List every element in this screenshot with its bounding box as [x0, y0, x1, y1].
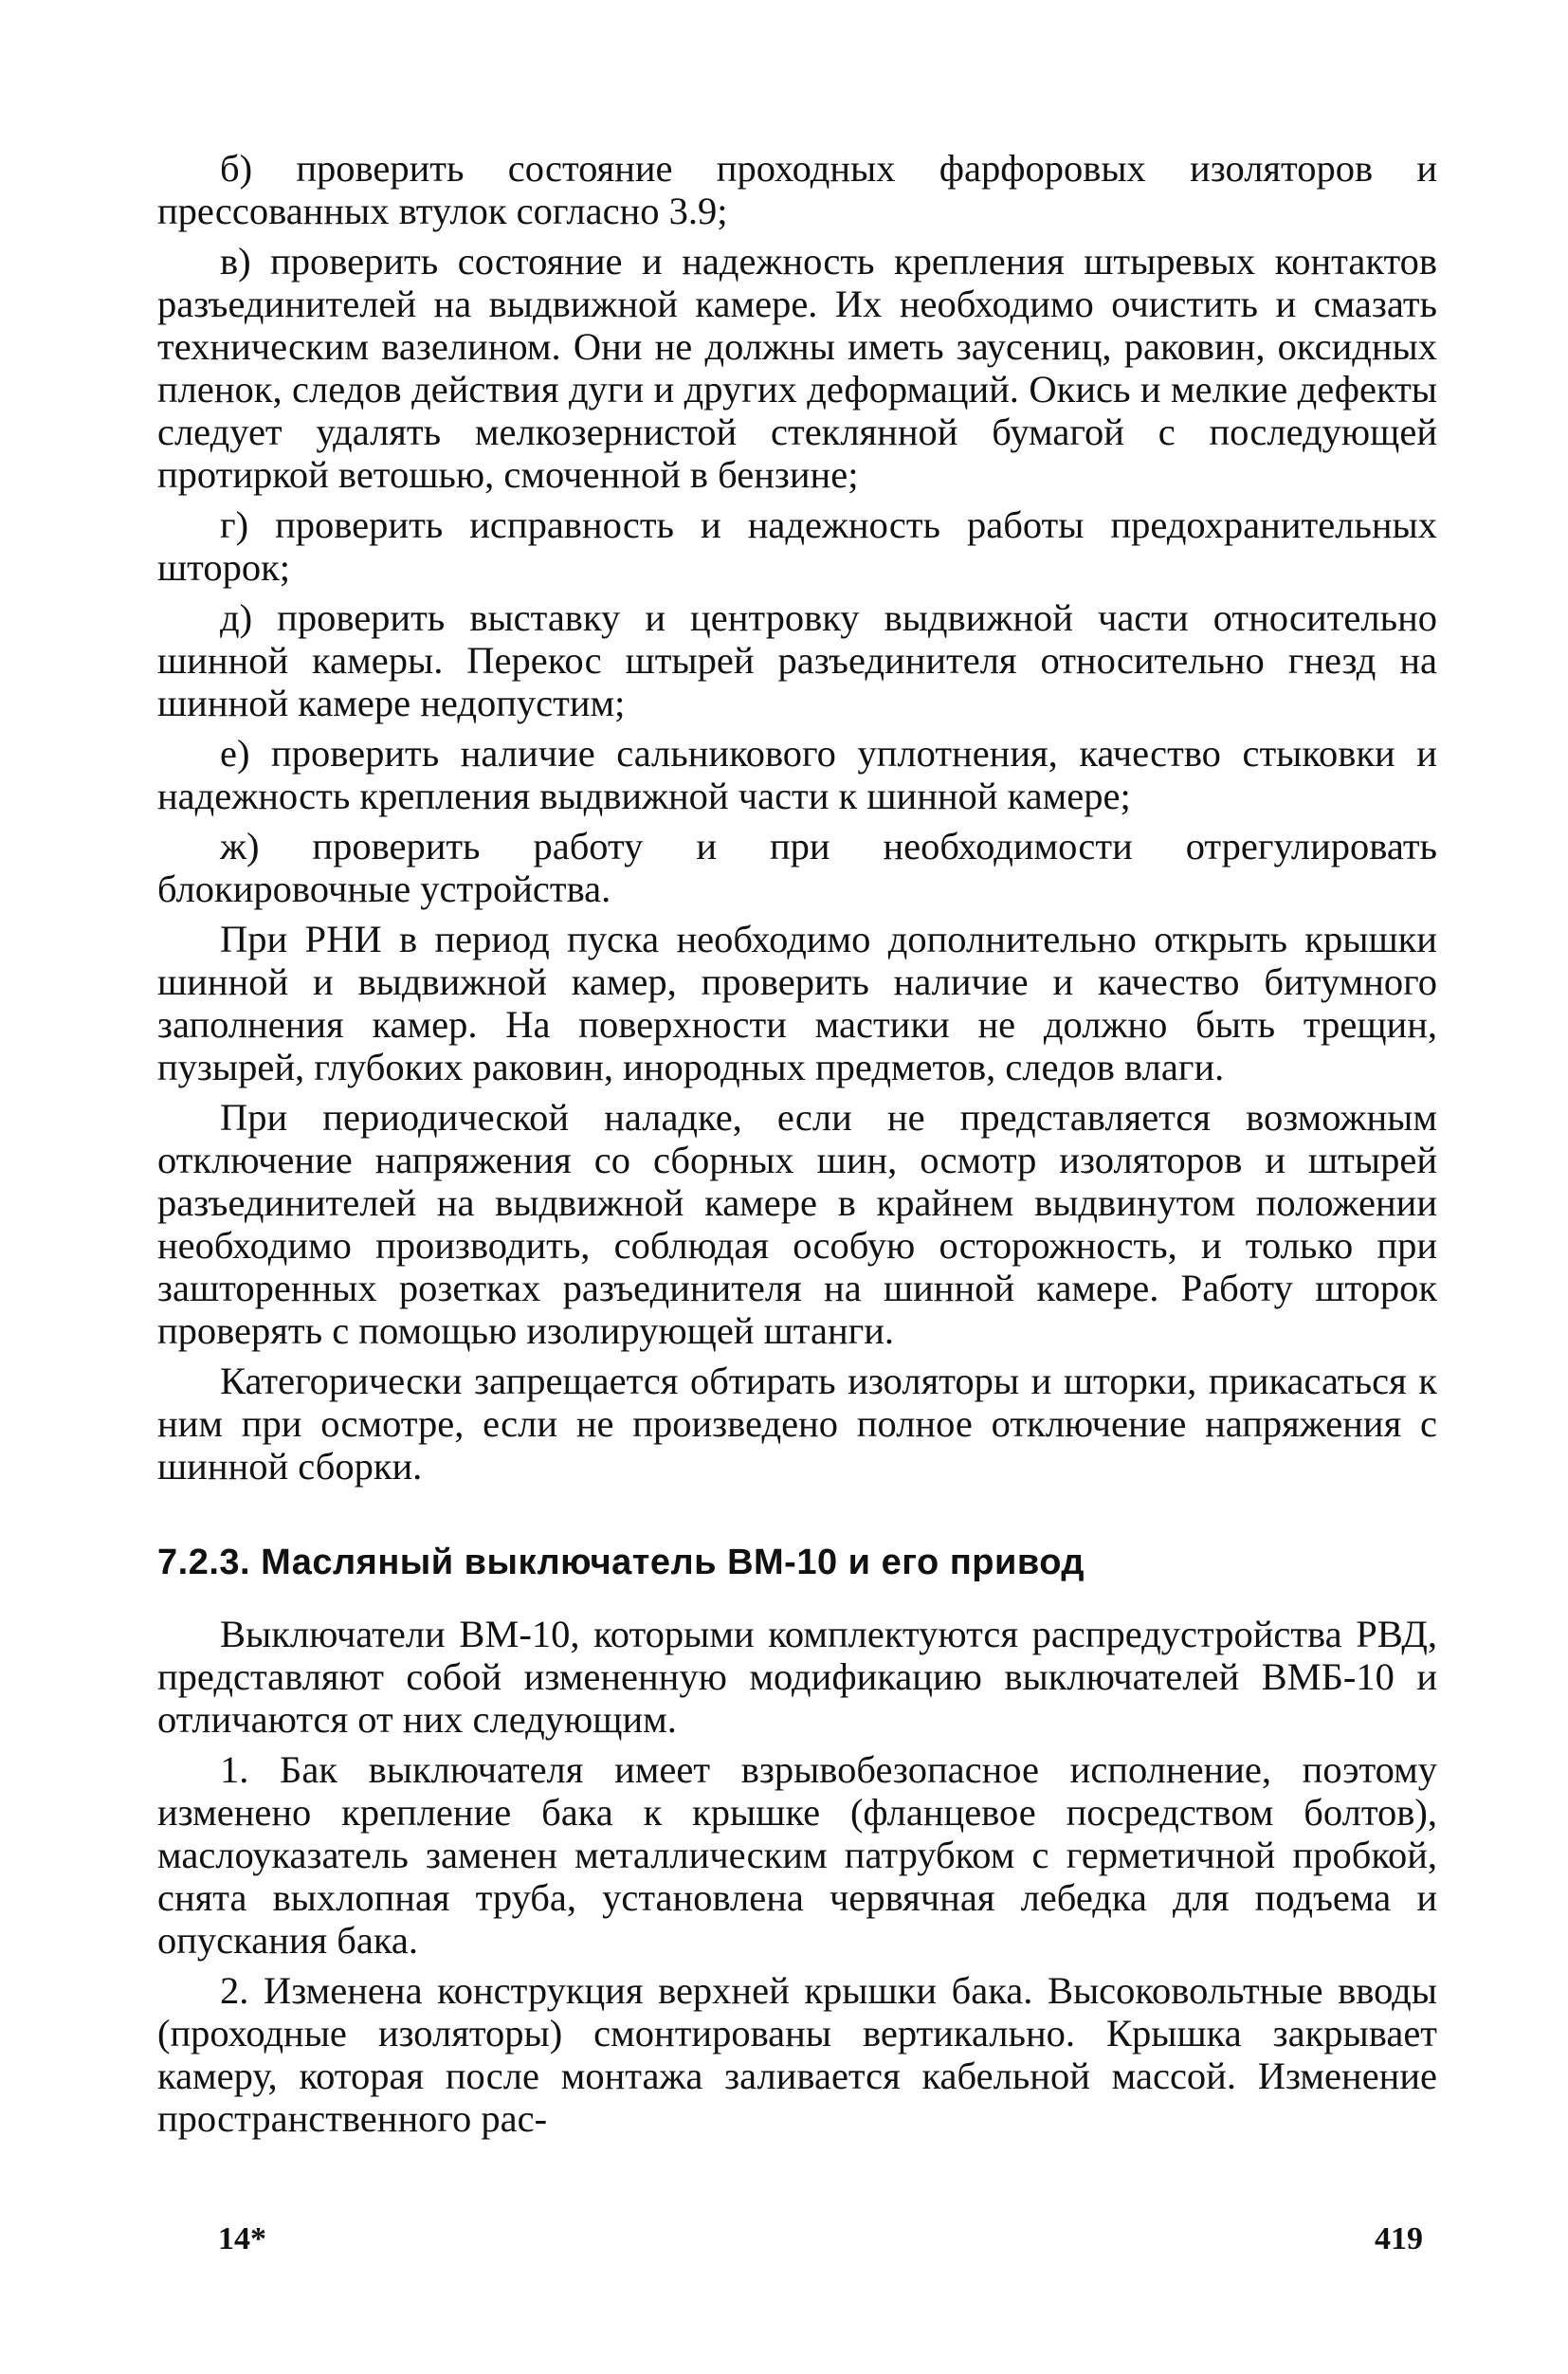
- paragraph-item-g: г) проверить исправность и надежность работы предохранительных шторок;: [157, 503, 1437, 589]
- paragraph-item-zh: ж) проверить работу и при необходимости отрегулировать блокировочные устройства.: [157, 825, 1437, 910]
- section-paragraph-2: 2. Изменена конструкция верхней крышки бака. Высоковольтные вводы (проходные изоляторы) смонтированы вертикально. Крышка закрывает камеру, которая после монтажа заливается кабельной массой. Изменение пространственного рас-: [157, 1969, 1437, 2140]
- signature-mark: 14*: [218, 2221, 266, 2256]
- paragraph-item-e: е) проверить наличие сальникового уплотнения, качество стыковки и надежность крепления выдвижной части к шинной камере;: [157, 732, 1437, 817]
- section-paragraph-intro: Выключатели ВМ-10, которыми комплектуются распредустройства РВД, представляют собой измененную модификацию выключателей ВМБ-10 и отличаются от них следующим.: [157, 1613, 1437, 1741]
- section-paragraph-1: 1. Бак выключателя имеет взрывобезопасное исполнение, поэтому изменено крепление бака к крышке (фланцевое посредством болтов), маслоуказатель заменен металлическим патрубком с герметичной пробкой, снята выхлопная труба, установлена червячная лебедка для подъема и опускания бака.: [157, 1748, 1437, 1962]
- section-heading: 7.2.3. Масляный выключатель ВМ-10 и его привод: [157, 1543, 1085, 1582]
- paragraph-periodic: При периодической наладке, если не представляется возможным отключение напряжения со сборных шин, осмотр изоляторов и штырей разъединителей на выдвижной камере в крайнем выдвинутом положении необходимо производить, соблюдая особую осторожность, и только при зашторенных розетках разъединителя на шинной камере. Работу шторок проверять с помощью изолирующей штанги.: [157, 1096, 1437, 1352]
- paragraph-prohibition: Категорически запрещается обтирать изоляторы и шторки, прикасаться к ним при осмотре, если не произведено полное отключение напряжения с шинной сборки.: [157, 1360, 1437, 1488]
- paragraph-item-b: б) проверить состояние проходных фарфоровых изоляторов и прессованных втулок согласно 3.9;: [157, 147, 1437, 232]
- paragraph-item-d: д) проверить выставку и центровку выдвижной части относительно шинной камеры. Перекос штырей разъединителя относительно гнезд на шинной камере недопустим;: [157, 596, 1437, 724]
- page-content: [157, 147, 1437, 2147]
- page-number: 419: [1375, 2221, 1423, 2256]
- paragraph-item-v: в) проверить состояние и надежность крепления штыревых контактов разъединителей на выдвижной камере. Их необходимо очистить и смазать техническим вазелином. Они не должны иметь заусениц, раковин, оксидных пленок, следов действия дуги и других деформаций. Окись и мелкие дефекты следует удалять мелкозернистой стеклянной бумагой с последующей протиркой ветошью, смоченной в бензине;: [157, 240, 1437, 496]
- paragraph-rni: При РНИ в период пуска необходимо дополнительно открыть крышки шинной и выдвижной камер, проверить наличие и качество битумного заполнения камер. На поверхности мастики не должно быть трещин, пузырей, глубоких раковин, инородных предметов, следов влаги.: [157, 918, 1437, 1088]
- page-footer: [0, 2221, 1568, 2259]
